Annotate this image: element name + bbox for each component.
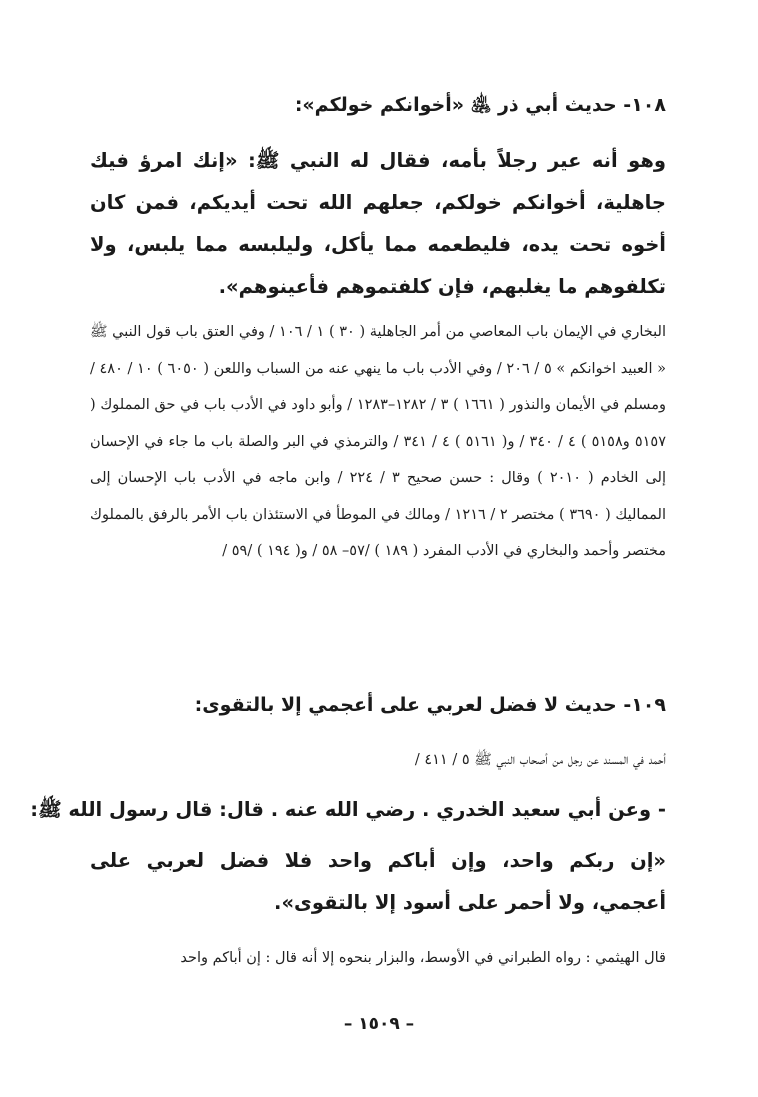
- hadith-109-reference-musnad: أحمد في المسند عن رجل من أصحاب النبي ﷺ ٥ / ٤١١ /: [414, 752, 666, 768]
- hadith-108-references: البخاري في الإيمان باب المعاصي من أمر الجاهلية ( ٣٠ ) ١ / ١٠٦ / وفي العتق باب قول النبي ﷺ « العبيد اخوانكم » ٥ / ٢٠٦ / وفي الأدب باب ما ينهي عنه من السباب واللعن ( ٦٠٥٠ ) ١٠ / ٤٨٠ / ومسلم في الأيمان والنذور ( ١٦٦١ ) ٣ / ١٢٨٢–١٢٨٣ / وأبو داود في الأدب باب في حق المملوك ( ٥١٥٧ و٥١٥٨ ) ٤ / ٣٤٠ / و( ٥١٦١ ) ٤ / ٣٤١ / والترمذي في البر والصلة باب ما جاء في الإحسان إلى الخادم ( ٢٠١٠ ) وقال : حسن صحيح ٣ / ٢٢٤ / وابن ماجه في الأدب باب الإحسان إلى المماليك ( ٣٦٩٠ ) مختصر ٢ / ١٢١٦ / ومالك في الموطأ في الاستئذان باب الأمر بالرفق بالمملوك مختصر وأحمد والبخاري في الأدب المفرد ( ١٨٩ ) /٥٧– ٥٨ / و( ١٩٤ ) /٥٩ /: [90, 324, 667, 559]
- page-number: – ١٥٠٩ –: [343, 1014, 415, 1034]
- hadith-109-reference-haythami: قال الهيثمي : رواه الطبراني في الأوسط، والبزار بنحوه إلا أنه قال : إن أباكم واحد: [180, 950, 666, 966]
- hadith-108-heading: ١٠٨- حديث أبي ذر ﵁ «أخوانكم خولكم»:: [294, 94, 666, 116]
- hadith-108-text: وهو أنه عير رجلاً بأمه، فقال له النبي ﷺ: «إنك امرؤ فيك جاهلية، أخوانكم خولكم، جعلهم الله تحت أيديكم، فمن كان أخوه تحت يده، فليطعمه مما يأكل، وليلبسه مما يلبس، ولا تكلفوهم ما يغلبهم، فإن كلفتموهم فأعينوهم».: [90, 149, 666, 298]
- hadith-109-heading: ١٠٩- حديث لا فضل لعربي على أعجمي إلا بالتقوى:: [194, 694, 666, 716]
- hadith-109-text: «إن ربكم واحد، وإن أباكم واحد فلا فضل لعربي على أعجمي، ولا أحمر على أسود إلا بالتقوى».: [90, 849, 666, 914]
- hadith-109-narration-intro: - وعن أبي سعيد الخدري . رضي الله عنه . قال: قال رسول الله ﷺ:: [30, 798, 666, 821]
